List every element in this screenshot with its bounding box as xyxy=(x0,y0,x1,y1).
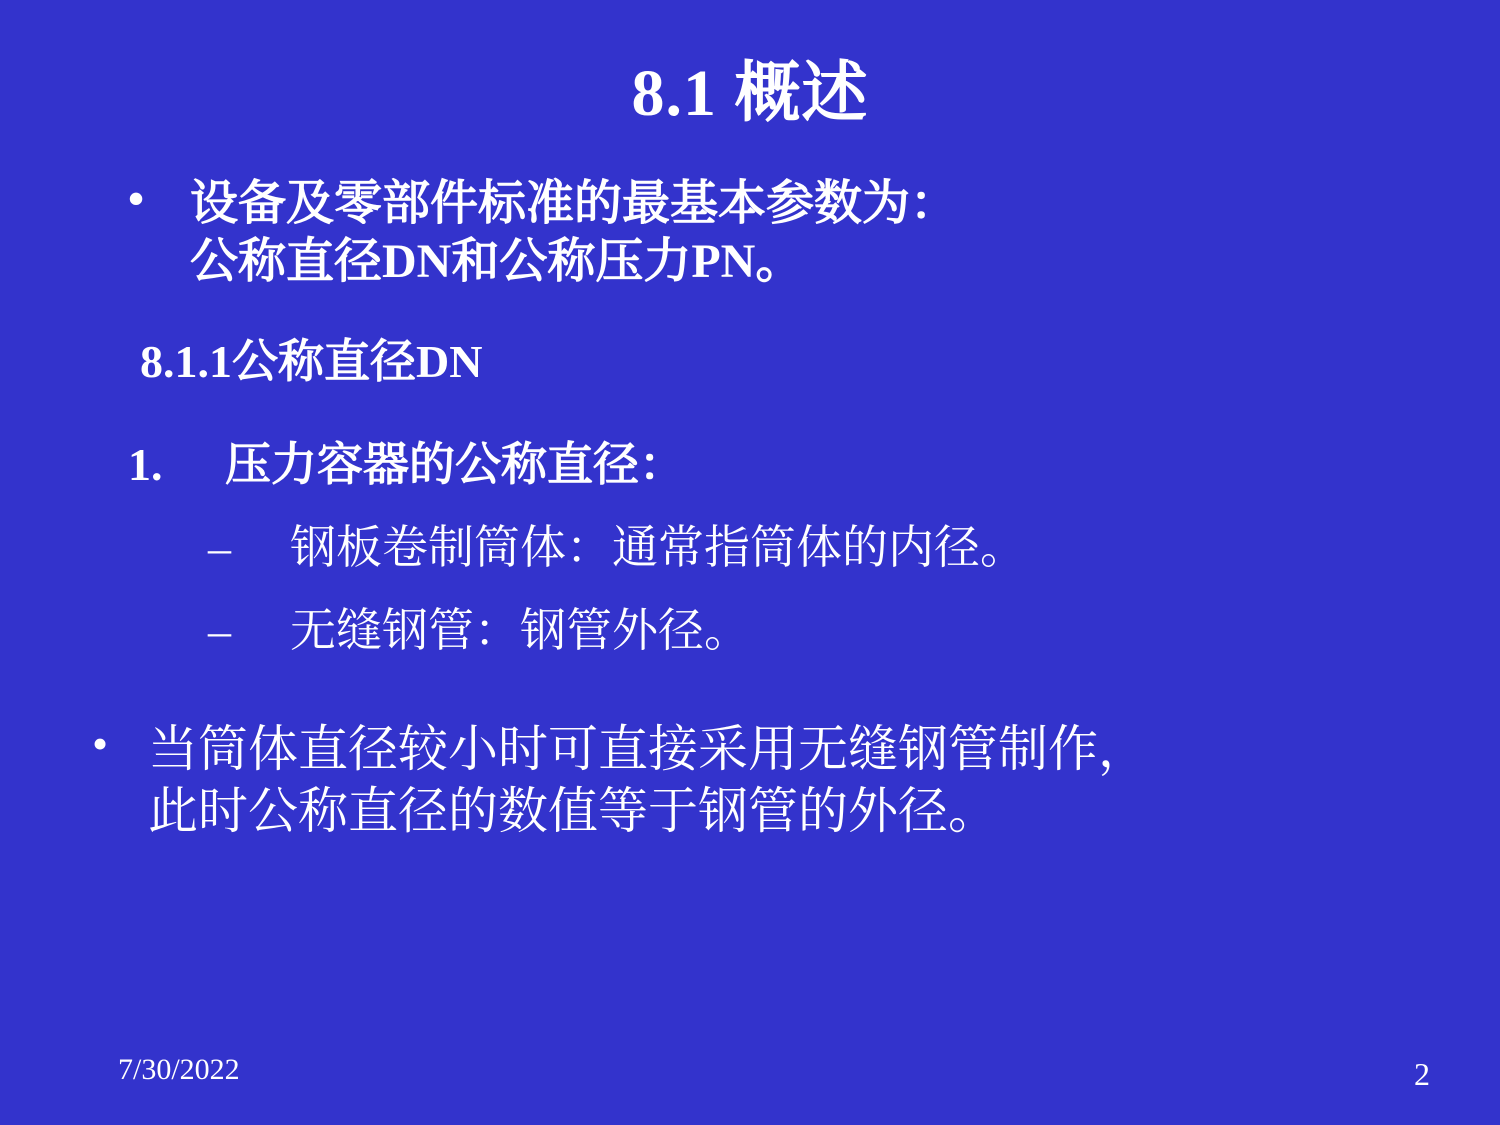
dash-item-1 xyxy=(0,519,1500,577)
bullet-item-2-line1: 当筒体直径较小时可直接采用无缝钢管制作， xyxy=(148,720,1148,777)
dash-item-2-text: 无缝钢管：钢管外径。 xyxy=(290,605,750,657)
numbered-item-1-number: 1. xyxy=(128,439,163,491)
bullet-item-1 xyxy=(0,175,1500,290)
footer-page-number: 2 xyxy=(1414,1056,1430,1092)
bullet-item-2 xyxy=(0,718,1500,843)
numbered-item-1-text: 压力容器的公称直径： xyxy=(225,439,685,491)
bullet-item-1-line1: 设备及零部件标准的最基本参数为： xyxy=(190,177,959,230)
section-heading-811: 8.1.1公称直径DN xyxy=(140,336,483,388)
dash-icon: – xyxy=(208,605,231,657)
bullet-item-1-line2: 公称直径DN和公称压力PN。 xyxy=(190,234,804,288)
dash-item-1-text: 钢板卷制筒体：通常指筒体的内径。 xyxy=(290,521,1026,573)
slide-title: 8.1 概述 xyxy=(631,57,869,130)
bullet-icon: • xyxy=(128,173,145,224)
bullet-item-2-line2: 此时公称直径的数值等于钢管的外径。 xyxy=(148,783,998,840)
dash-item-2 xyxy=(0,602,1500,660)
dash-icon: – xyxy=(208,521,231,573)
footer-date: 7/30/2022 xyxy=(118,1053,240,1086)
slide-body xyxy=(0,175,1500,851)
bullet-icon: • xyxy=(92,717,109,769)
numbered-item-1 xyxy=(0,437,1500,492)
